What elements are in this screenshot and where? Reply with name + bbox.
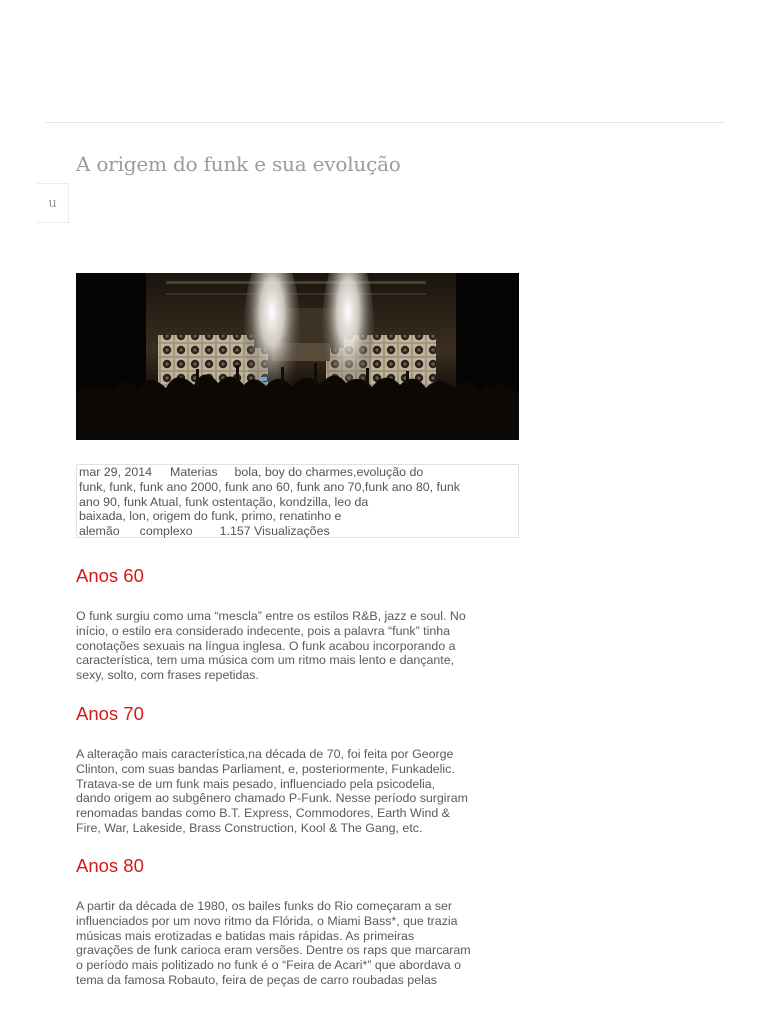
- section-text-anos-60: O funk surgiu como uma “mescla” entre os estilos R&B, jazz e soul. No início, o estilo era considerado indecente, pois a palavra “funk” tinha conotações sexuais na língua inglesa. O funk acabou incorporando a característica, tem uma música com um ritmo mais lento e dançante, sexy, solto, com frases repetidas.: [76, 609, 466, 683]
- section-heading-anos-80: Anos 80: [76, 855, 144, 876]
- side-tab-button[interactable]: u: [37, 183, 69, 223]
- tags-line-3[interactable]: ano 90, funk Atual, funk ostentação, kondzilla, leo da: [79, 494, 369, 509]
- view-count: 1.157 Visualizações: [219, 524, 330, 539]
- tags-line-4[interactable]: baixada, lon, origem do funk, primo, renatinho e: [79, 509, 342, 524]
- section-text-anos-80: A partir da década de 1980, os bailes funks do Rio começaram a ser influenciados por um novo ritmo da Flórida, o Miami Bass*, que trazia músicas mais erotizadas e batidas mais rápidas. As primeiras gravações de funk carioca eram versões. Dentre os raps que marcaram o período mais politizado no funk é o “Feira de Acari*” que abordava o tema da famosa Robauto, feira de peças de carro roubadas pelas: [76, 899, 471, 987]
- tag-alemao[interactable]: alemão: [79, 524, 120, 539]
- section-heading-anos-60: Anos 60: [76, 565, 144, 586]
- section-heading-anos-70: Anos 70: [76, 703, 144, 724]
- post-meta-box: [76, 464, 519, 538]
- tags-line-1[interactable]: bola, boy do charmes,evolução do: [234, 465, 424, 479]
- header-divider: [45, 122, 725, 123]
- tags-line-2[interactable]: funk, funk, funk ano 2000, funk ano 60, funk ano 70,funk ano 80, funk: [79, 479, 460, 494]
- concert-image-icon: [76, 273, 519, 440]
- post-date: mar 29, 2014: [79, 465, 153, 479]
- category-link[interactable]: Materias: [170, 465, 218, 479]
- tag-complexo[interactable]: complexo: [139, 524, 193, 539]
- hero-image: [76, 273, 519, 440]
- section-text-anos-70: A alteração mais característica,na década de 70, foi feita por George Clinton, com suas bandas Parliament, e, posteriormente, Funkadelic. Tratava-se de um funk mais pesado, influenciado pela psicodelia, dando origem ao subgênero chamado P-Funk. Nesse período surgiram renomadas bandas como B.T. Express, Commodores, Earth Wind & Fire, War, Lakeside, Brass Construction, Kool & The Gang, etc.: [76, 747, 468, 835]
- page-title: A origem do funk e sua evolução: [76, 152, 401, 176]
